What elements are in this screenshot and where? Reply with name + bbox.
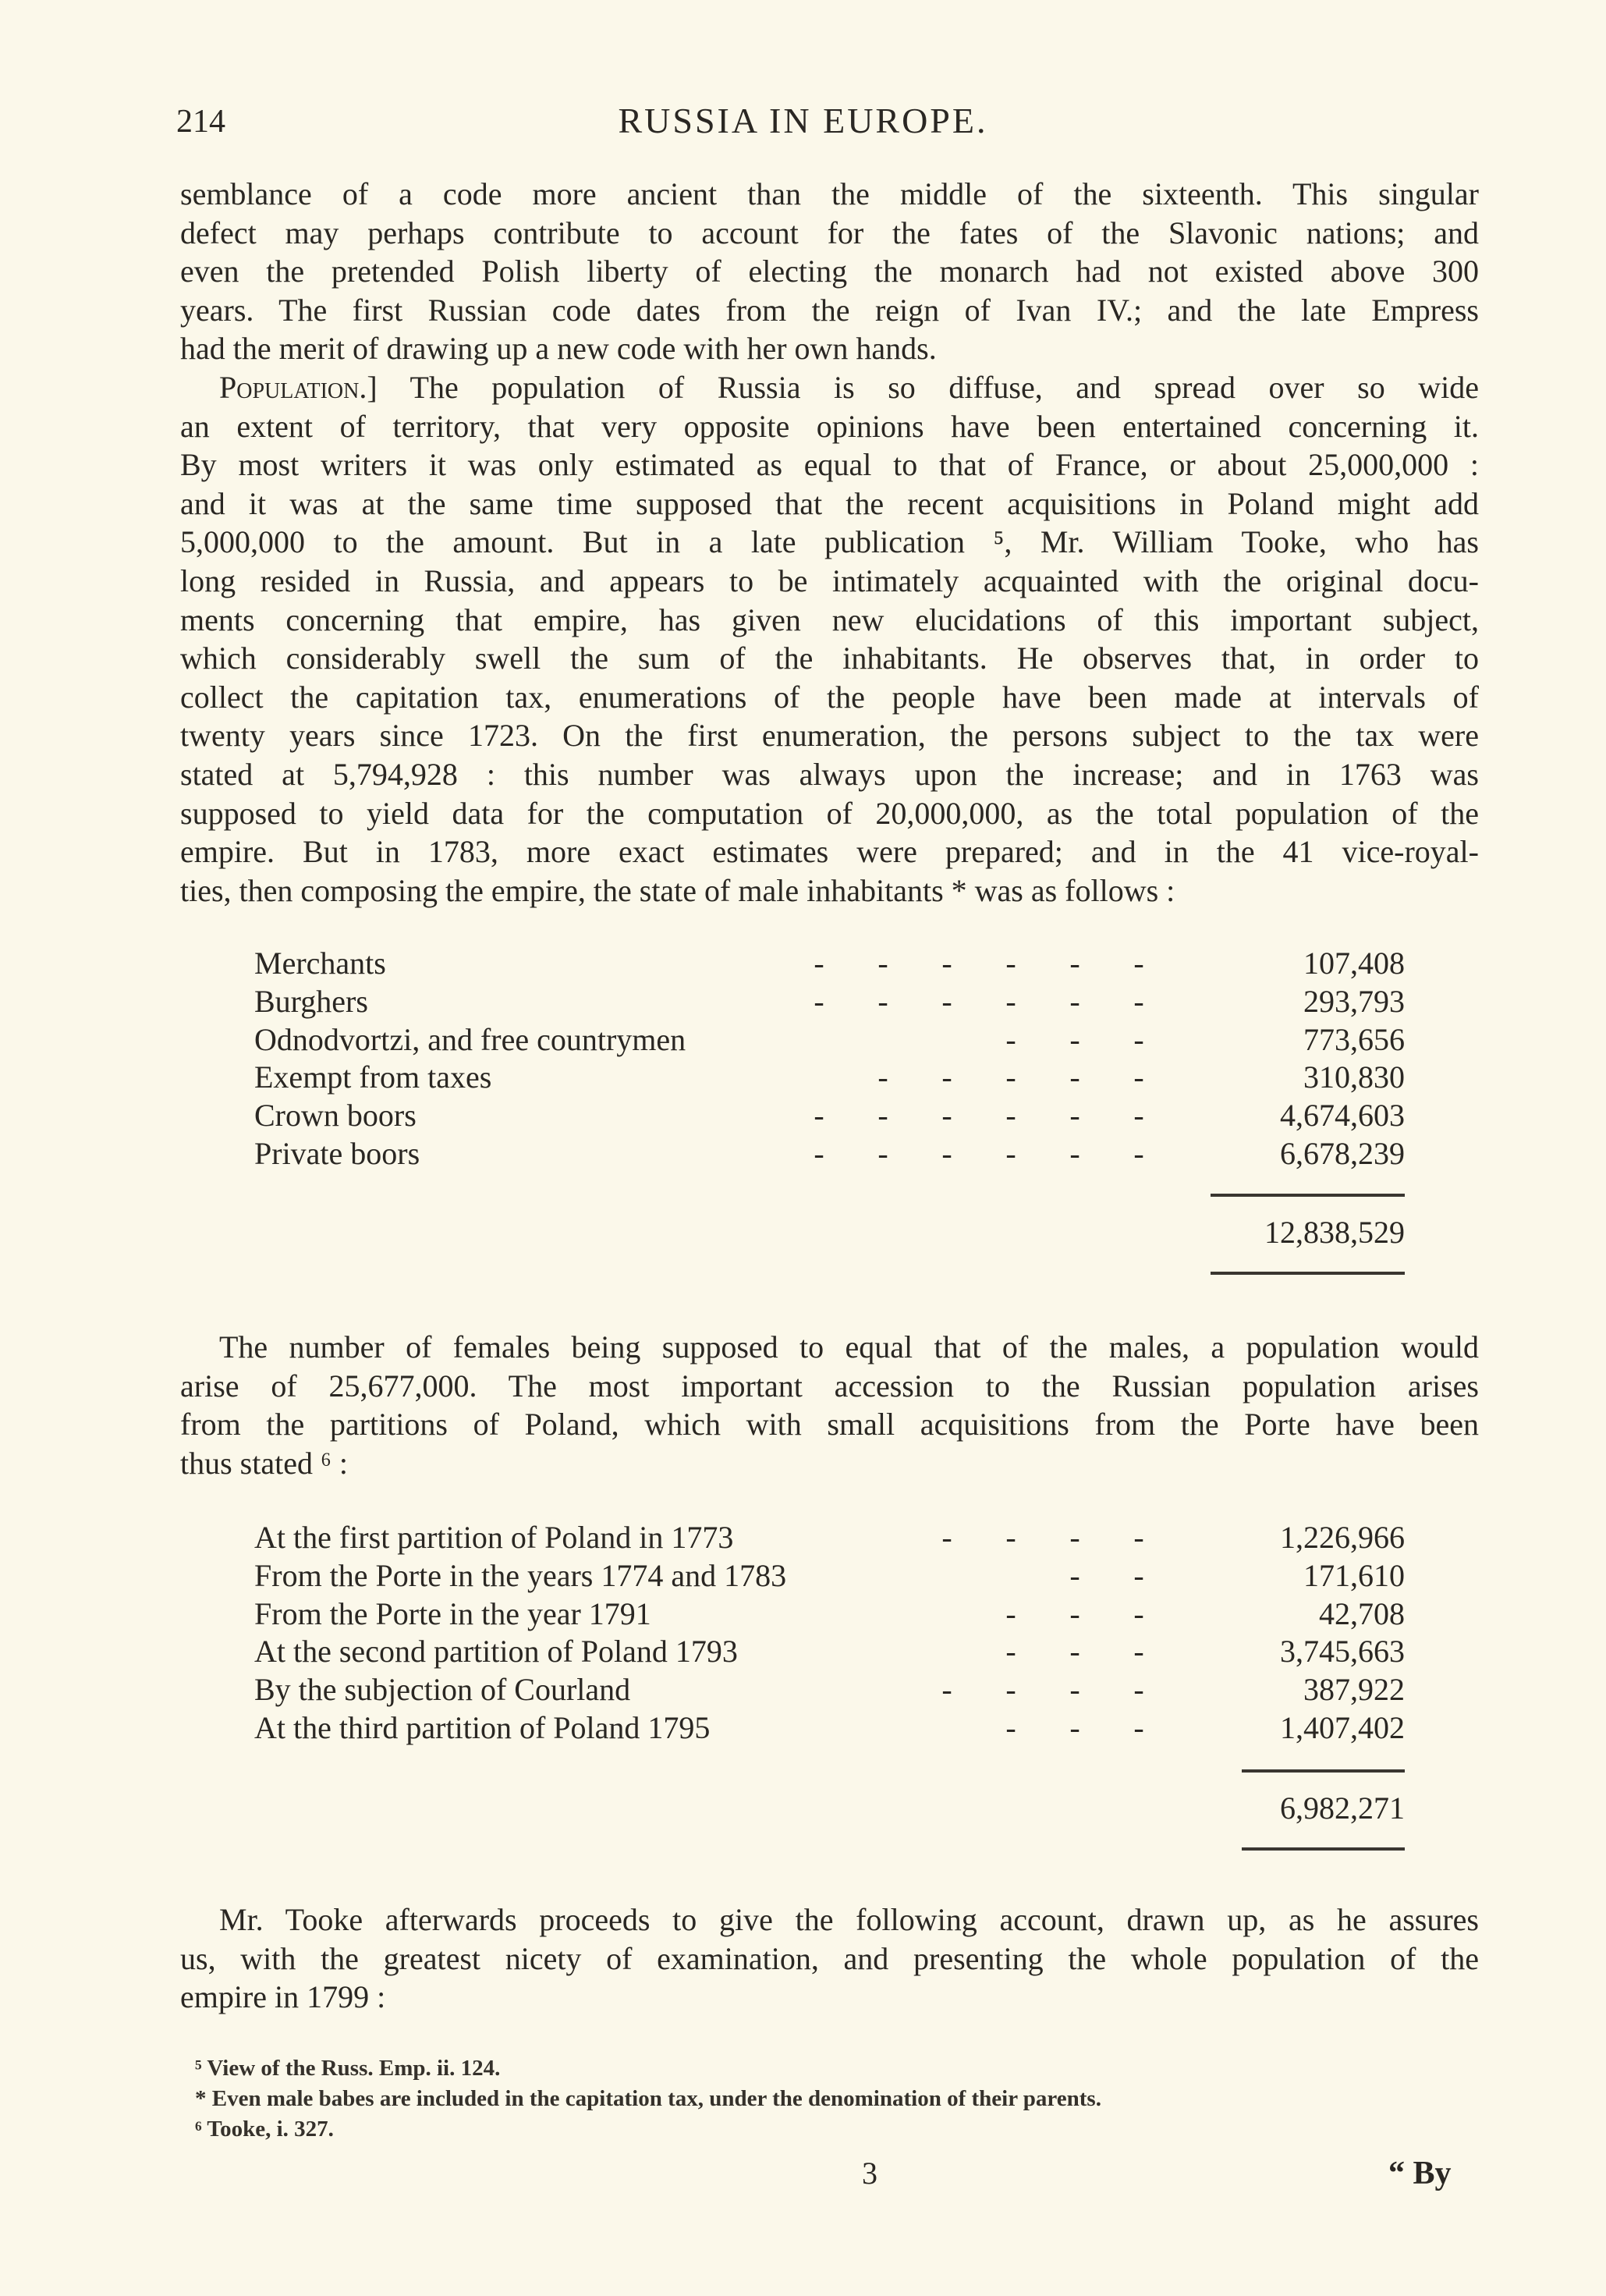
row-label: From the Porte in the year 1791 [254,1595,651,1631]
text-line: twenty years since 1723. On the first enumeration, the persons subject to the tax were [180,718,1479,754]
row-label: Private boors [254,1135,420,1171]
paragraph-tooke-account [180,1900,1479,2017]
table-row [254,1633,1405,1671]
leader-dashes: - - - - - - [814,1135,1144,1171]
row-label: From the Porte in the years 1774 and 1783 [254,1557,787,1593]
text-line: an extent of territory, that very opposite opinions have been entertained concerning it. [180,408,1479,444]
leader-dashes: - - - - - [877,1059,1144,1095]
row-label: Merchants [254,946,386,981]
leader-dashes: - - - - - - [814,983,1144,1019]
leader-dashes: - - - [1005,1595,1144,1631]
row-label: By the subjection of Courland [254,1672,631,1708]
table-row [254,1671,1405,1709]
leader-dashes: - - - - - - [814,946,1144,981]
text-line: ments concerning that empire, has given new elucidations of this important subject, [180,602,1479,637]
text-line: The number of females being supposed to equal that of the males, a population would [219,1329,1479,1364]
row-value: 6,678,239 [1280,1135,1405,1171]
catchword: “ By [1388,2156,1452,2191]
row-label: Crown boors [254,1098,417,1134]
section-heading: Population.] [219,370,378,405]
row-value: 293,793 [1303,983,1405,1019]
row-value: 387,922 [1303,1672,1405,1708]
leader-dashes: - - - - - - [814,1098,1144,1134]
table-total-males: 12,838,529 [1264,1215,1405,1250]
leader-dashes: - - - - [941,1672,1144,1708]
table-row [254,1097,1405,1135]
text-line: collect the capitation tax, enumerations of the people have been made at intervals of [180,679,1479,715]
row-value: 3,745,663 [1280,1634,1405,1670]
text-line: empire in 1799 : [180,1979,386,2015]
table-row [254,1709,1405,1748]
text-line: had the merit of drawing up a new code with her own hands. [180,331,937,367]
row-value: 4,674,603 [1280,1098,1405,1134]
text-line: stated at 5,794,928 : this number was always upon the increase; and in 1763 was [180,756,1479,792]
text-line [180,368,1479,407]
text-line: us, with the greatest nicety of examination, and presenting the whole population of the [180,1940,1479,1976]
leader-dashes: - - - [1005,1709,1144,1745]
text-line: 5,000,000 to the amount. But in a late publication ⁵, Mr. William Tooke, who has [180,524,1479,560]
text-line: empire. But in 1783, more exact estimates were prepared; and in the 41 vice-royal- [180,834,1479,870]
row-label: At the third partition of Poland 1795 [254,1709,711,1745]
footnotes [195,2053,1101,2145]
table-row [254,945,1405,983]
row-label: Odnodvortzi, and free countrymen [254,1021,686,1057]
leader-dashes: - - [1069,1557,1144,1593]
text-line: thus stated ⁶ : [180,1445,349,1481]
text-line: and it was at the same time supposed that the recent acquisitions in Poland might add [180,485,1479,521]
text-line: years. The first Russian code dates from the reign of Ivan IV.; and the late Empress [180,292,1479,328]
poland-acquisitions-table [254,1519,1405,1748]
row-value: 107,408 [1303,946,1405,981]
sum-rule [1211,1272,1405,1275]
row-label: Exempt from taxes [254,1059,492,1095]
row-label: At the second partition of Poland 1793 [254,1634,738,1670]
sum-rule [1242,1769,1405,1773]
row-value: 310,830 [1303,1059,1405,1095]
sum-rule [1211,1194,1405,1197]
footnote: * Even male babes are included in the capitation tax, under the denomination of their parents. [195,2086,1101,2111]
footnote: ⁵ View of the Russ. Emp. ii. 124. [195,2056,501,2081]
paragraph-females [180,1328,1479,1482]
table-total-acquisitions: 6,982,271 [1280,1790,1405,1826]
text-line: defect may perhaps contribute to account for the fates of the Slavonic nations; and [180,215,1479,250]
table-row [254,1595,1405,1634]
text-line: arise of 25,677,000. The most important accession to the Russian population arises [180,1368,1479,1404]
footnote: ⁶ Tooke, i. 327. [195,2117,334,2142]
row-value: 1,407,402 [1280,1709,1405,1745]
table-row [254,1135,1405,1173]
text-line: which considerably swell the sum of the inhabitants. He observes that, in order to [180,641,1479,676]
row-value: 1,226,966 [1280,1520,1405,1555]
paragraph-population [180,368,1479,910]
text-line: long resided in Russia, and appears to be intimately acquainted with the original docu- [180,562,1479,598]
table-row [254,983,1405,1021]
row-label: At the first partition of Poland in 1773 [254,1520,734,1555]
page-number: 214 [176,104,225,140]
table-row [254,1059,1405,1097]
leader-dashes: - - - - [941,1520,1144,1555]
text-line: Mr. Tooke afterwards proceeds to give the following account, drawn up, as he assures [219,1902,1479,1937]
table-row [254,1021,1405,1059]
row-value: 171,610 [1303,1557,1405,1593]
table-row [254,1557,1405,1595]
row-label: Burghers [254,983,368,1019]
male-inhabitants-table [254,945,1405,1173]
text-line: supposed to yield data for the computation of 20,000,000, as the total population of the [180,795,1479,831]
text-span: The population of Russia is so diffuse, and spread over so wide [409,370,1479,405]
leader-dashes: - - - [1005,1634,1144,1670]
row-value: 42,708 [1319,1595,1405,1631]
paragraph-code [180,175,1479,368]
running-title: RUSSIA IN EUROPE. [618,101,988,140]
text-line: from the partitions of Poland, which with small acquisitions from the Porte have been [180,1407,1479,1443]
text-line: semblance of a code more ancient than the middle of the sixteenth. This singular [180,176,1479,211]
signature-mark: 3 [862,2156,877,2191]
text-line: ties, then composing the empire, the state of male inhabitants * was as follows : [180,872,1175,908]
row-value: 773,656 [1303,1021,1405,1057]
sum-rule [1242,1847,1405,1851]
table-row [254,1519,1405,1557]
text-line: even the pretended Polish liberty of electing the monarch had not existed above 300 [180,254,1479,289]
text-line: By most writers it was only estimated as equal to that of France, or about 25,000,000 : [180,447,1479,483]
leader-dashes: - - - [1005,1021,1144,1057]
